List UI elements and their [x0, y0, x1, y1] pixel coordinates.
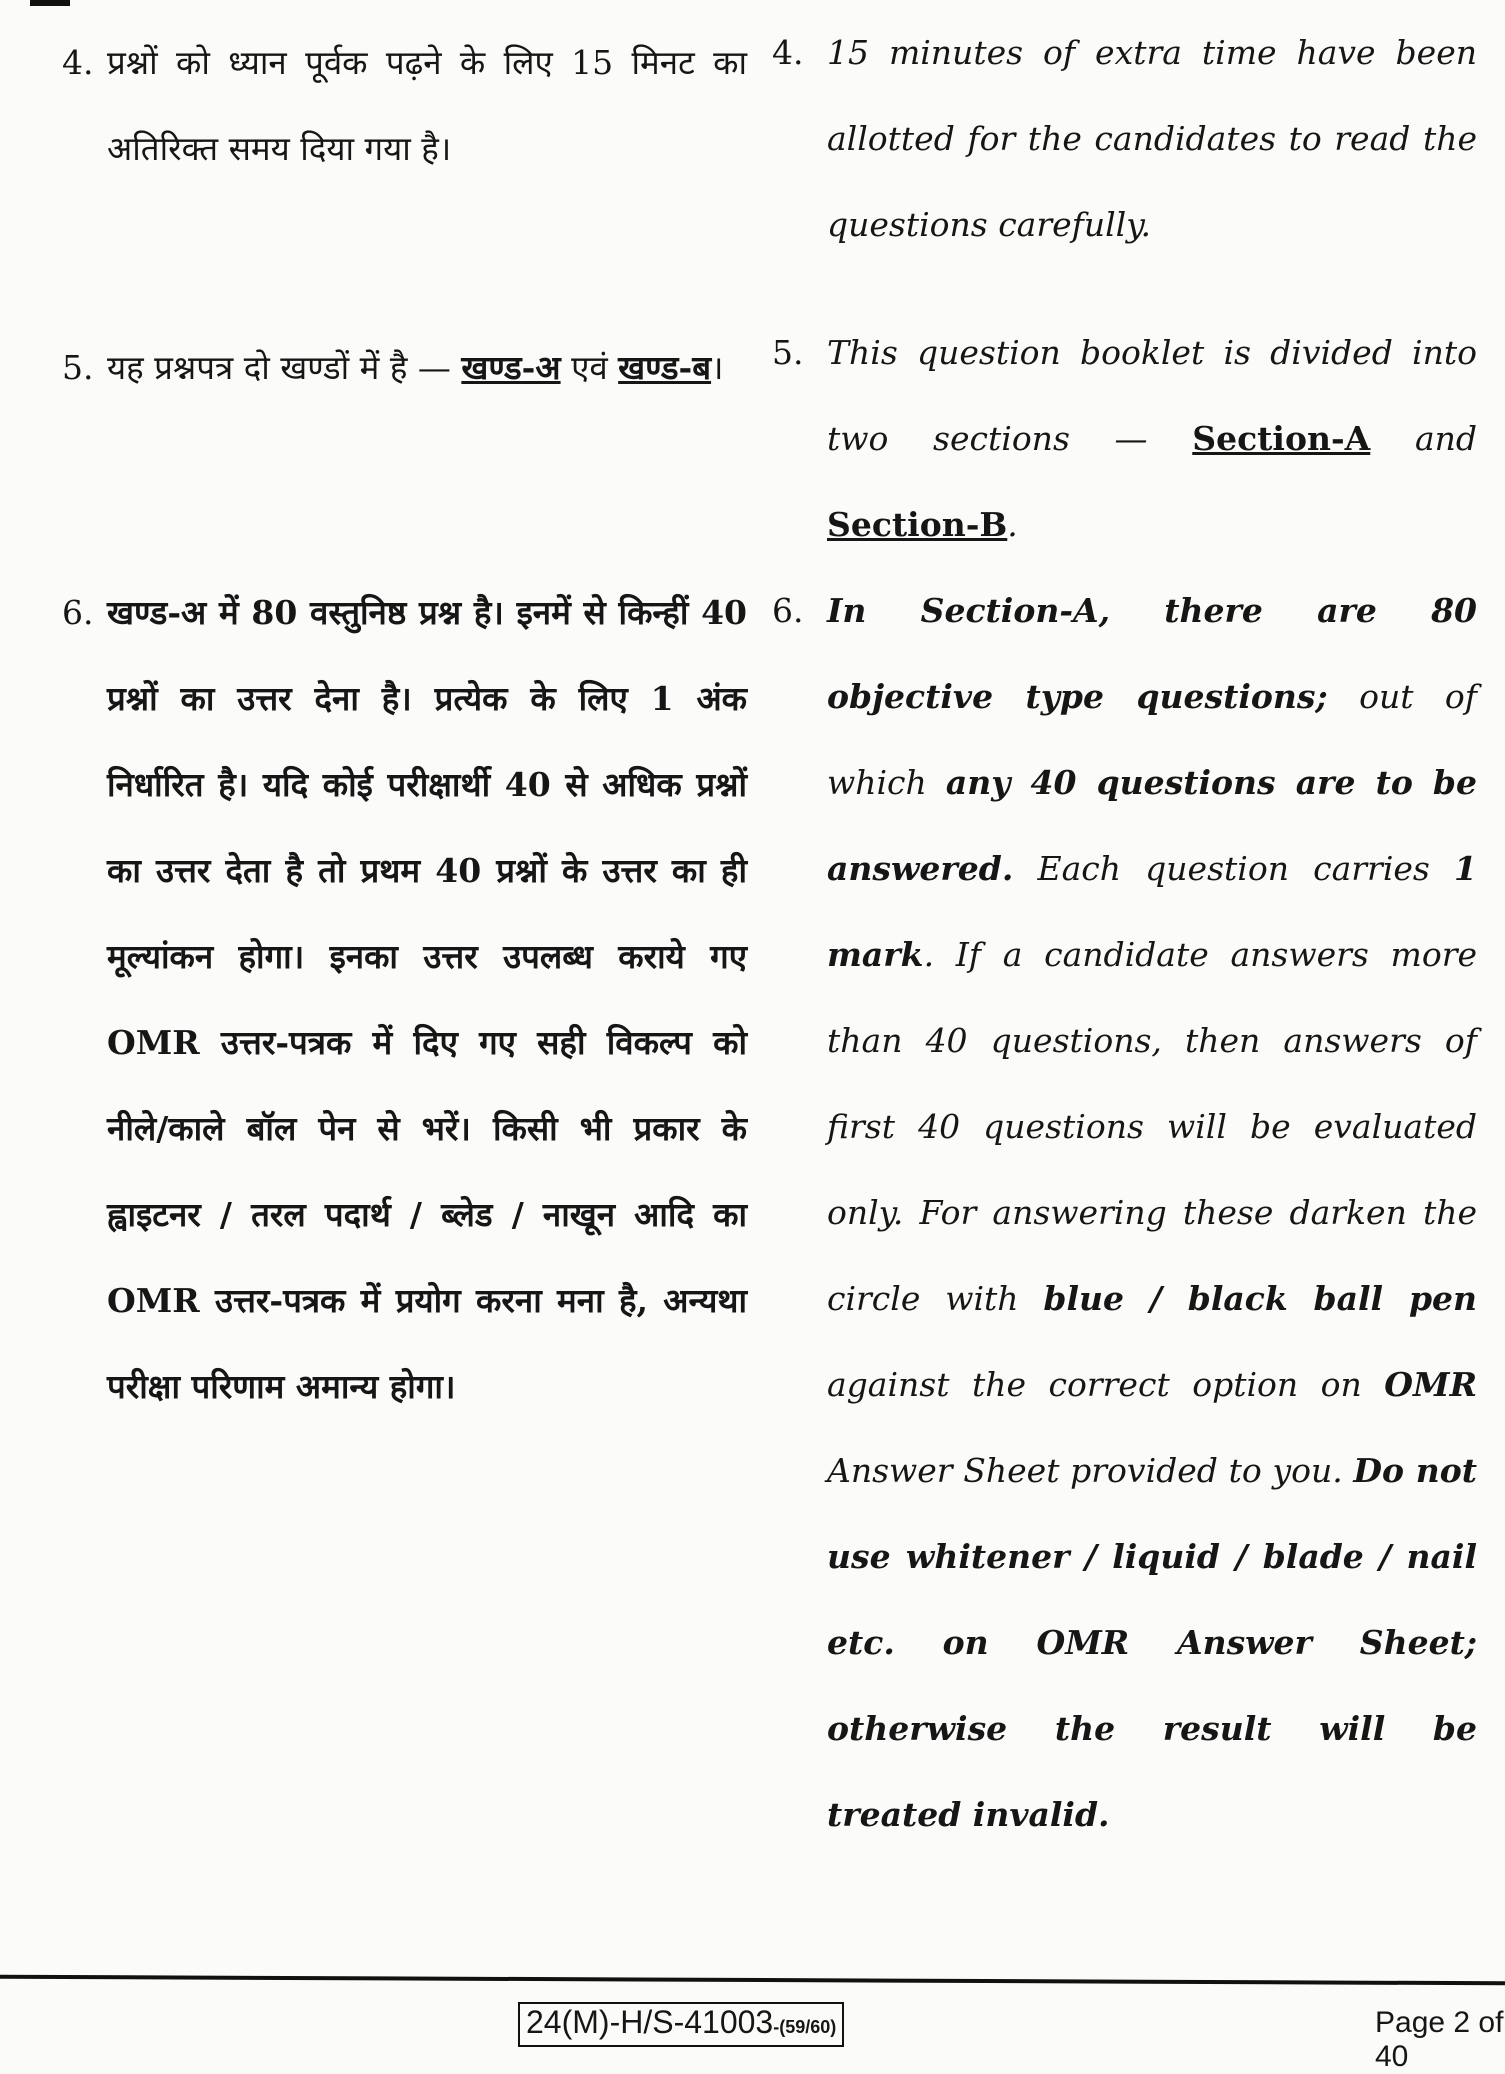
item-number: 5.	[772, 333, 804, 372]
hindi-instruction-6	[62, 570, 747, 1430]
instruction-text: खण्ड-अ में 80 वस्तुनिष्ठ प्रश्न है। इनमें से किन्हीं 40 प्रश्नों का उत्तर देना है। प्रत्येक के लिए 1 अंक निर्धारित है। यदि कोई परीक्षार्थी 40 से अधिक प्रश्नों का उत्तर देता है तो प्रथम 40 प्रश्नों के उत्तर का ही मूल्यांकन होगा। इनका उत्तर उपलब्ध कराये गए OMR उत्तर-पत्रक में दिए गए सही विकल्प को नीले/काले बॉल पेन से भरें। किसी भी प्रकार के ह्वाइटनर / तरल पदार्थ / ब्लेड / नाखून आदि का OMR उत्तर-पत्रक में प्रयोग करना मना है, अन्यथा परीक्षा परिणाम अमान्य होगा।	[107, 593, 747, 1406]
paper-code-box	[518, 2002, 844, 2047]
text: ।	[711, 348, 724, 387]
text: against the correct option on	[827, 1365, 1385, 1404]
section-a-label: Section-A	[1192, 419, 1371, 458]
text: .	[1007, 505, 1018, 544]
item-number: 4.	[772, 33, 804, 72]
text: This question booklet is divided into two sections —	[827, 333, 1477, 458]
instruction-text	[107, 325, 747, 411]
bold-text: blue / black ball pen	[1043, 1279, 1478, 1318]
bold-text: Do not use whitener / liquid / blade / nail etc. on OMR Answer Sheet; otherwise the result will be treated invalid.	[827, 1451, 1477, 1834]
text: Answer Sheet provided to you.	[827, 1451, 1354, 1490]
text: . If a candidate answers more than 40 questions, then answers of first 40 questions will be evaluated only. For answering these darken the circle with	[827, 935, 1477, 1318]
section-a-label: खण्ड-अ	[461, 348, 561, 387]
instruction-text: 15 minutes of extra time have been allotted for the candidates to read the questions carefully.	[827, 33, 1477, 244]
page-number: Page 2 of 40	[1375, 2006, 1504, 2073]
item-number: 6.	[772, 591, 804, 630]
instruction-text: प्रश्नों को ध्यान पूर्वक पढ़ने के लिए 15 मिनट का अतिरिक्त समय दिया गया है।	[107, 43, 747, 168]
text: Each question carries	[1013, 849, 1455, 888]
text: एवं	[560, 348, 619, 387]
instruction-text	[827, 568, 1477, 1858]
text: यह प्रश्नपत्र दो खण्डों में है —	[107, 348, 462, 387]
hindi-instruction-5	[62, 325, 747, 411]
item-number: 6.	[62, 593, 94, 632]
text: out of which	[827, 677, 1477, 802]
section-b-label: Section-B	[827, 505, 1008, 544]
footer-divider	[0, 1975, 1505, 1986]
paper-code-suffix: -(59/60)	[773, 2017, 837, 2037]
bold-text: OMR	[1384, 1365, 1477, 1404]
paper-code: 24(M)-H/S-41003	[526, 2004, 774, 2040]
item-number: 4.	[62, 43, 94, 82]
bold-text: 1 mark	[827, 849, 1477, 974]
hindi-instruction-4	[62, 20, 747, 192]
bold-text: In Section-A, there are 80 objective type questions;	[827, 591, 1477, 716]
english-instruction-6	[772, 568, 1477, 1858]
bold-text: any 40 questions are to be answered.	[827, 763, 1477, 888]
instruction-text	[827, 310, 1477, 568]
text: and	[1370, 419, 1477, 458]
section-b-label: खण्ड-ब	[618, 348, 712, 387]
item-number: 5.	[62, 348, 94, 387]
scan-mark	[30, 0, 70, 6]
english-instruction-4	[772, 10, 1477, 268]
english-instruction-5	[772, 310, 1477, 568]
